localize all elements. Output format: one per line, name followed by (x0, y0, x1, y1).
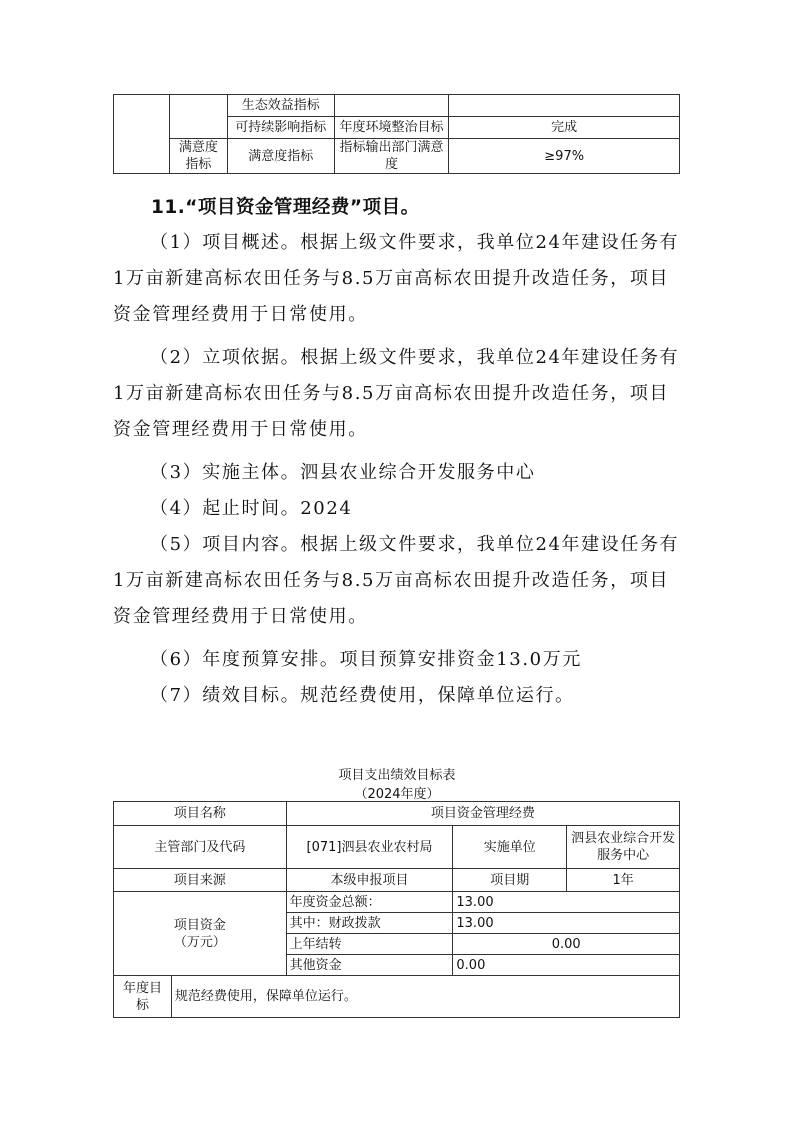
paragraph-content: （5）项目内容。根据上级文件要求，我单位24年建设任务有1万亩新建高标农田任务与8.5万亩高标农田提升改造任务，项目资金管理经费用于日常使用。 (113, 534, 680, 627)
fiscal-funds-label: 其中：财政拨款 (286, 913, 453, 934)
paragraph-basis: （2）立项依据。根据上级文件要求，我单位24年建设任务有1万亩新建高标农田任务与8.5万亩高标农田提升改造任务，项目资金管理经费用于日常使用。 (113, 347, 680, 440)
funds-label-cell (114, 892, 287, 976)
indicator-content-cell (334, 95, 449, 117)
source-value: 本级申报项目 (286, 869, 453, 892)
period-label: 项目期 (453, 869, 567, 892)
carryover-value: 0.00 (453, 934, 680, 955)
indicator-content-cell: 年度环境整治目标 (334, 117, 449, 139)
other-funds-value: 0.00 (453, 955, 680, 976)
indicator-name-cell: 生态效益指标 (227, 95, 334, 117)
funds-label: 项目资金 (173, 917, 226, 933)
unit-value: 泗县农业综合开发服务中心 (567, 826, 680, 869)
dept-label: 主管部门及代码 (114, 826, 287, 869)
total-funds-value: 13.00 (453, 892, 680, 913)
total-funds-label: 年度资金总额： (286, 892, 453, 913)
annual-goal-value: 规范经费使用，保障单位运行。 (171, 976, 679, 1018)
indicator-value-cell: 完成 (449, 117, 680, 139)
other-funds-label: 其他资金 (286, 955, 453, 976)
paragraph-budget: （6）年度预算安排。项目预算安排资金13.0万元 (150, 649, 582, 670)
unit-label: 实施单位 (453, 826, 567, 869)
source-label: 项目来源 (114, 869, 287, 892)
period-value: 1年 (567, 869, 680, 892)
indicator-name-cell: 满意度指标 (227, 139, 334, 174)
indicator-table-continued (113, 94, 680, 174)
indicator-value-cell: ≥97% (449, 139, 680, 174)
carryover-label: 上年结转 (286, 934, 453, 955)
paragraph-implementer: （3）实施主体。泗县农业综合开发服务中心 (150, 462, 536, 483)
paragraph-overview: （1）项目概述。根据上级文件要求，我单位24年建设任务有1万亩新建高标农田任务与8.5万亩高标农田提升改造任务，项目资金管理经费用于日常使用。 (113, 232, 680, 325)
performance-target-table (113, 801, 680, 1018)
table-year: （2024年度） (354, 787, 440, 802)
paragraph-period: （4）起止时间。2024 (150, 498, 353, 519)
funds-unit: （万元） (173, 934, 226, 950)
indicator-content-cell: 指标输出部门满意度 (334, 139, 449, 174)
indicator-level1-cell (114, 95, 170, 174)
indicator-value-cell (449, 95, 680, 117)
project-name-label: 项目名称 (114, 802, 287, 826)
annual-goal-label: 年度目标 (114, 976, 172, 1018)
project-name-value: 项目资金管理经费 (286, 802, 679, 826)
dept-value: [071]泗县农业农村局 (286, 826, 453, 869)
section-heading: 11.“项目资金管理经费”项目。 (151, 197, 420, 218)
fiscal-funds-value: 13.00 (453, 913, 680, 934)
indicator-level2-cell: 满意度指标 (169, 139, 227, 174)
paragraph-goal: （7）绩效目标。规范经费使用，保障单位运行。 (150, 685, 575, 706)
indicator-name-cell: 可持续影响指标 (227, 117, 334, 139)
table-title: 项目支出绩效目标表 (338, 768, 456, 783)
indicator-level2-cell (169, 95, 227, 139)
